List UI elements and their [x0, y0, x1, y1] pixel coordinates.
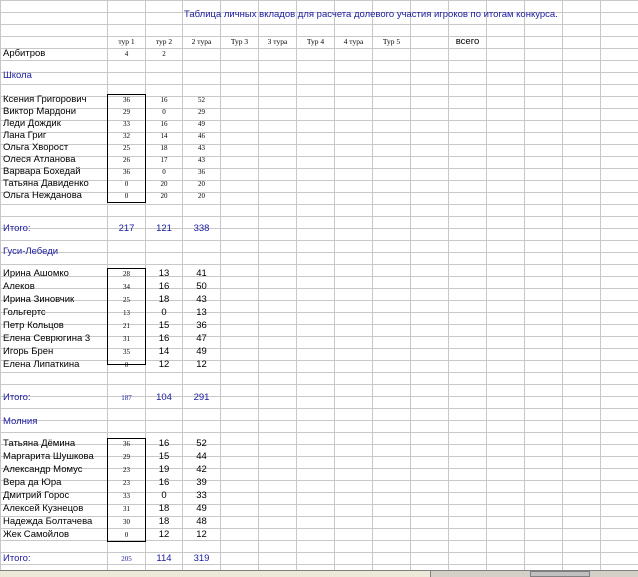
- player-t1[interactable]: 36: [123, 168, 130, 176]
- player-sum[interactable]: 36: [198, 168, 205, 176]
- team-name[interactable]: Школа: [3, 70, 32, 81]
- player-t1[interactable]: 0: [124, 531, 129, 539]
- player-sum[interactable]: 43: [198, 156, 205, 164]
- header-4-tours[interactable]: 4 тура: [343, 37, 364, 46]
- player-t1[interactable]: 26: [123, 156, 130, 164]
- header-tour4[interactable]: Тур 4: [306, 37, 325, 46]
- column-divider: [296, 0, 297, 570]
- player-t1[interactable]: 29: [123, 453, 130, 461]
- team-total-t2[interactable]: 121: [156, 223, 172, 234]
- player-sum[interactable]: 36: [196, 320, 207, 331]
- arbiters-t1[interactable]: 4: [124, 50, 129, 58]
- player-sum[interactable]: 33: [196, 490, 207, 501]
- arbiters-label[interactable]: Арбитров: [3, 48, 46, 59]
- team-total-t2[interactable]: 114: [156, 553, 172, 564]
- player-name[interactable]: Ольга Хворост: [3, 142, 69, 153]
- player-name[interactable]: Леди Дождик: [3, 118, 61, 129]
- team-total-t1[interactable]: 205: [121, 555, 132, 563]
- team-total-sum[interactable]: 319: [193, 553, 210, 564]
- player-name[interactable]: Елена Севрюгина 3: [3, 333, 91, 344]
- player-name[interactable]: Алеков: [3, 281, 35, 292]
- player-sum[interactable]: 49: [196, 503, 207, 514]
- sheet-tab[interactable]: [90, 571, 251, 577]
- player-sum[interactable]: 39: [196, 477, 207, 488]
- player-name[interactable]: Варвара Бохедай: [3, 166, 81, 177]
- player-sum[interactable]: 43: [198, 144, 205, 152]
- player-sum[interactable]: 12: [196, 529, 207, 540]
- player-t2[interactable]: 14: [160, 132, 168, 140]
- player-sum[interactable]: 47: [196, 333, 207, 344]
- player-t2[interactable]: 0: [162, 168, 166, 176]
- player-t2[interactable]: 12: [158, 529, 170, 540]
- header-tour5[interactable]: Тур 5: [382, 37, 401, 46]
- player-name[interactable]: Александр Момус: [3, 464, 83, 475]
- column-divider: [600, 0, 601, 570]
- player-t2[interactable]: 16: [158, 477, 170, 488]
- player-t1[interactable]: 23: [123, 479, 130, 487]
- player-t1[interactable]: 30: [123, 518, 130, 526]
- column-divider: [410, 0, 411, 570]
- team-total-t1[interactable]: 187: [121, 394, 132, 402]
- player-t2[interactable]: 15: [158, 451, 170, 462]
- player-name[interactable]: Петр Кольцов: [3, 320, 64, 331]
- player-name[interactable]: Дмитрий Горос: [3, 490, 70, 501]
- player-sum[interactable]: 29: [198, 108, 205, 116]
- player-name[interactable]: Вера да Юра: [3, 477, 62, 488]
- player-sum[interactable]: 20: [198, 192, 205, 200]
- team-total-t1[interactable]: 217: [118, 223, 135, 234]
- player-t2[interactable]: 20: [160, 180, 168, 188]
- player-sum[interactable]: 50: [196, 281, 207, 292]
- team-name[interactable]: Гуси-Лебеди: [3, 246, 59, 257]
- player-name[interactable]: Виктор Мардони: [3, 106, 77, 117]
- team-total-label[interactable]: Итого:: [3, 392, 31, 403]
- player-t1[interactable]: 31: [123, 335, 130, 343]
- player-t1[interactable]: 32: [123, 132, 130, 140]
- team-total-sum[interactable]: 291: [193, 392, 210, 403]
- column-divider: [448, 0, 449, 570]
- player-t2[interactable]: 18: [158, 294, 170, 305]
- column-divider: [334, 0, 335, 570]
- column-divider: [562, 0, 563, 570]
- player-t2[interactable]: 18: [160, 144, 168, 152]
- player-t1[interactable]: 35: [123, 348, 130, 356]
- player-t1[interactable]: 34: [123, 283, 130, 291]
- player-t2[interactable]: 16: [160, 96, 168, 104]
- player-name[interactable]: Ольга Нежданова: [3, 190, 82, 201]
- player-t1[interactable]: 33: [123, 492, 130, 500]
- player-t1[interactable]: 31: [123, 505, 130, 513]
- player-t1[interactable]: 25: [123, 296, 130, 304]
- player-sum[interactable]: 41: [196, 268, 207, 279]
- player-t2[interactable]: 17: [160, 156, 168, 164]
- player-sum[interactable]: 12: [196, 359, 207, 370]
- player-t2[interactable]: 0: [162, 108, 166, 116]
- player-t1[interactable]: 0: [124, 180, 129, 188]
- player-name[interactable]: Татьяна Давиденко: [3, 178, 89, 189]
- player-t2[interactable]: 0: [161, 307, 167, 318]
- player-sum[interactable]: 49: [198, 120, 205, 128]
- player-name[interactable]: Гольгертс: [3, 307, 46, 318]
- player-sum[interactable]: 49: [196, 346, 207, 357]
- player-t1[interactable]: 0: [124, 361, 129, 369]
- scrollbar-thumb[interactable]: [530, 571, 590, 577]
- player-t1[interactable]: 21: [123, 322, 130, 330]
- player-t2[interactable]: 16: [158, 281, 170, 292]
- player-name[interactable]: Надежда Болтачева: [3, 516, 93, 527]
- player-t2[interactable]: 12: [158, 359, 170, 370]
- player-t1[interactable]: 23: [123, 466, 130, 474]
- team-total-label[interactable]: Итого:: [3, 223, 31, 234]
- player-t1[interactable]: 33: [123, 120, 130, 128]
- player-t2[interactable]: 18: [158, 503, 170, 514]
- player-t2[interactable]: 19: [158, 464, 170, 475]
- player-sum[interactable]: 46: [198, 132, 205, 140]
- player-sum[interactable]: 20: [198, 180, 205, 188]
- arbiters-t2[interactable]: 2: [162, 50, 166, 58]
- player-t1[interactable]: 28: [123, 270, 130, 278]
- sheet-title: Таблица личных вкладов для расчета долевого участия игроков по итогам конкурса.: [184, 9, 558, 20]
- header-total[interactable]: всего: [455, 36, 480, 47]
- player-t2[interactable]: 14: [158, 346, 170, 357]
- team-total-t2[interactable]: 104: [156, 392, 172, 403]
- player-name[interactable]: Лана Григ: [3, 130, 47, 141]
- player-t2[interactable]: 15: [158, 320, 170, 331]
- header-2-tours[interactable]: 2 тура: [191, 37, 212, 46]
- player-sum[interactable]: 48: [196, 516, 207, 527]
- player-name[interactable]: Жек Самойлов: [3, 529, 70, 540]
- header-tour1[interactable]: тур 1: [118, 37, 135, 46]
- player-t2[interactable]: 0: [161, 490, 167, 501]
- sheet-tab[interactable]: [0, 571, 91, 577]
- player-sum[interactable]: 42: [196, 464, 207, 475]
- player-name[interactable]: Игорь Брен: [3, 346, 54, 357]
- player-name[interactable]: Олеся Атланова: [3, 154, 76, 165]
- player-t1[interactable]: 29: [123, 108, 130, 116]
- team-total-label[interactable]: Итого:: [3, 553, 31, 564]
- player-t2[interactable]: 20: [160, 192, 168, 200]
- player-t2[interactable]: 13: [158, 268, 170, 279]
- header-3-tours[interactable]: 3 тура: [267, 37, 288, 46]
- player-t1[interactable]: 13: [123, 309, 130, 317]
- player-name[interactable]: Ирина Ашомко: [3, 268, 69, 279]
- player-sum[interactable]: 43: [196, 294, 207, 305]
- player-t1[interactable]: 25: [123, 144, 130, 152]
- team-total-sum[interactable]: 338: [193, 223, 210, 234]
- column-divider: [258, 0, 259, 570]
- player-name[interactable]: Маргарита Шушкова: [3, 451, 94, 462]
- player-name[interactable]: Ирина Зиновчик: [3, 294, 75, 305]
- sheet-tab[interactable]: [250, 571, 431, 577]
- player-name[interactable]: Алексей Кузнецов: [3, 503, 84, 514]
- player-t1[interactable]: 36: [123, 440, 130, 448]
- player-name[interactable]: Елена Липаткина: [3, 359, 80, 370]
- player-t2[interactable]: 16: [158, 438, 170, 449]
- header-tour3[interactable]: Тур 3: [230, 37, 249, 46]
- header-tour2[interactable]: тур 2: [155, 37, 173, 46]
- column-divider: [486, 0, 487, 570]
- player-t1[interactable]: 0: [124, 192, 129, 200]
- column-divider: [220, 0, 221, 570]
- player-name[interactable]: Татьяна Дёмина: [3, 438, 76, 449]
- team-name[interactable]: Молния: [3, 416, 38, 427]
- column-divider: [524, 0, 525, 570]
- player-sum[interactable]: 44: [196, 451, 207, 462]
- player-t2[interactable]: 16: [160, 120, 168, 128]
- column-divider: [372, 0, 373, 570]
- player-sum[interactable]: 52: [196, 438, 207, 449]
- player-t2[interactable]: 16: [158, 333, 170, 344]
- player-t2[interactable]: 18: [158, 516, 170, 527]
- player-t1[interactable]: 36: [123, 96, 130, 104]
- player-name[interactable]: Ксения Григорович: [3, 94, 87, 105]
- player-sum[interactable]: 52: [198, 96, 205, 104]
- player-sum[interactable]: 13: [196, 307, 207, 318]
